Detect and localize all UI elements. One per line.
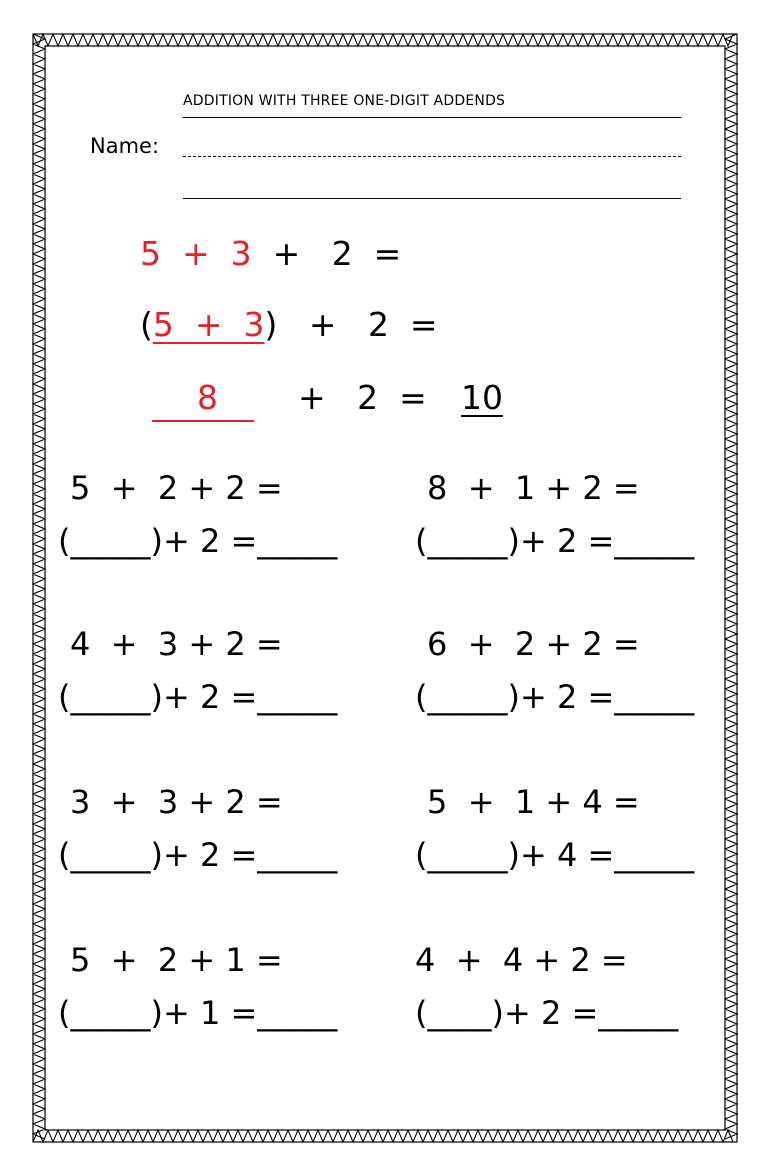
example-result: 10 (461, 378, 503, 417)
example-sum-underline (152, 420, 254, 422)
problem-3-expression: 4 + 3 + 2 = (70, 625, 283, 663)
example-line-3-rest: + 2 = (298, 378, 427, 417)
title-underline (183, 117, 681, 118)
name-label: Name: (90, 134, 160, 158)
problem-6-expression: 5 + 1 + 4 = (427, 783, 640, 821)
example-line-2 (140, 305, 438, 344)
problem-1-work[interactable]: (_____)+ 2 =_____ (58, 522, 338, 560)
problem-4-expression: 6 + 2 + 2 = (427, 625, 640, 663)
problem-5-work[interactable]: (_____)+ 2 =_____ (58, 836, 338, 874)
problem-2-expression: 8 + 1 + 2 = (427, 469, 640, 507)
worksheet-title: ADDITION WITH THREE ONE-DIGIT ADDENDS (183, 93, 506, 109)
problem-3-work[interactable]: (_____)+ 2 =_____ (58, 678, 338, 716)
example-line-2-rest: ) + 2 = (264, 305, 438, 344)
problem-7-expression: 5 + 2 + 1 = (70, 941, 283, 979)
problem-1-expression: 5 + 2 + 2 = (70, 469, 283, 507)
example-open-paren: ( (140, 305, 153, 344)
problem-4-work[interactable]: (_____)+ 2 =_____ (415, 678, 695, 716)
example-partial-sum: 8 (197, 378, 218, 417)
problem-7-work[interactable]: (_____)+ 1 =_____ (58, 994, 338, 1032)
example-line-1-rest: + 2 = (251, 234, 402, 273)
example-first-pair: 5 + 3 (140, 234, 252, 273)
problem-5-expression: 3 + 3 + 2 = (70, 783, 283, 821)
problem-8-expression: 4 + 4 + 2 = (415, 941, 628, 979)
name-field-line[interactable] (183, 156, 681, 157)
problem-6-work[interactable]: (_____)+ 4 =_____ (415, 836, 695, 874)
problem-8-work[interactable]: (____)+ 2 =_____ (415, 994, 679, 1032)
problem-2-work[interactable]: (_____)+ 2 =_____ (415, 522, 695, 560)
name-second-line (183, 198, 681, 199)
example-line-1 (140, 234, 401, 273)
example-grouped-pair: 5 + 3 (152, 305, 265, 344)
